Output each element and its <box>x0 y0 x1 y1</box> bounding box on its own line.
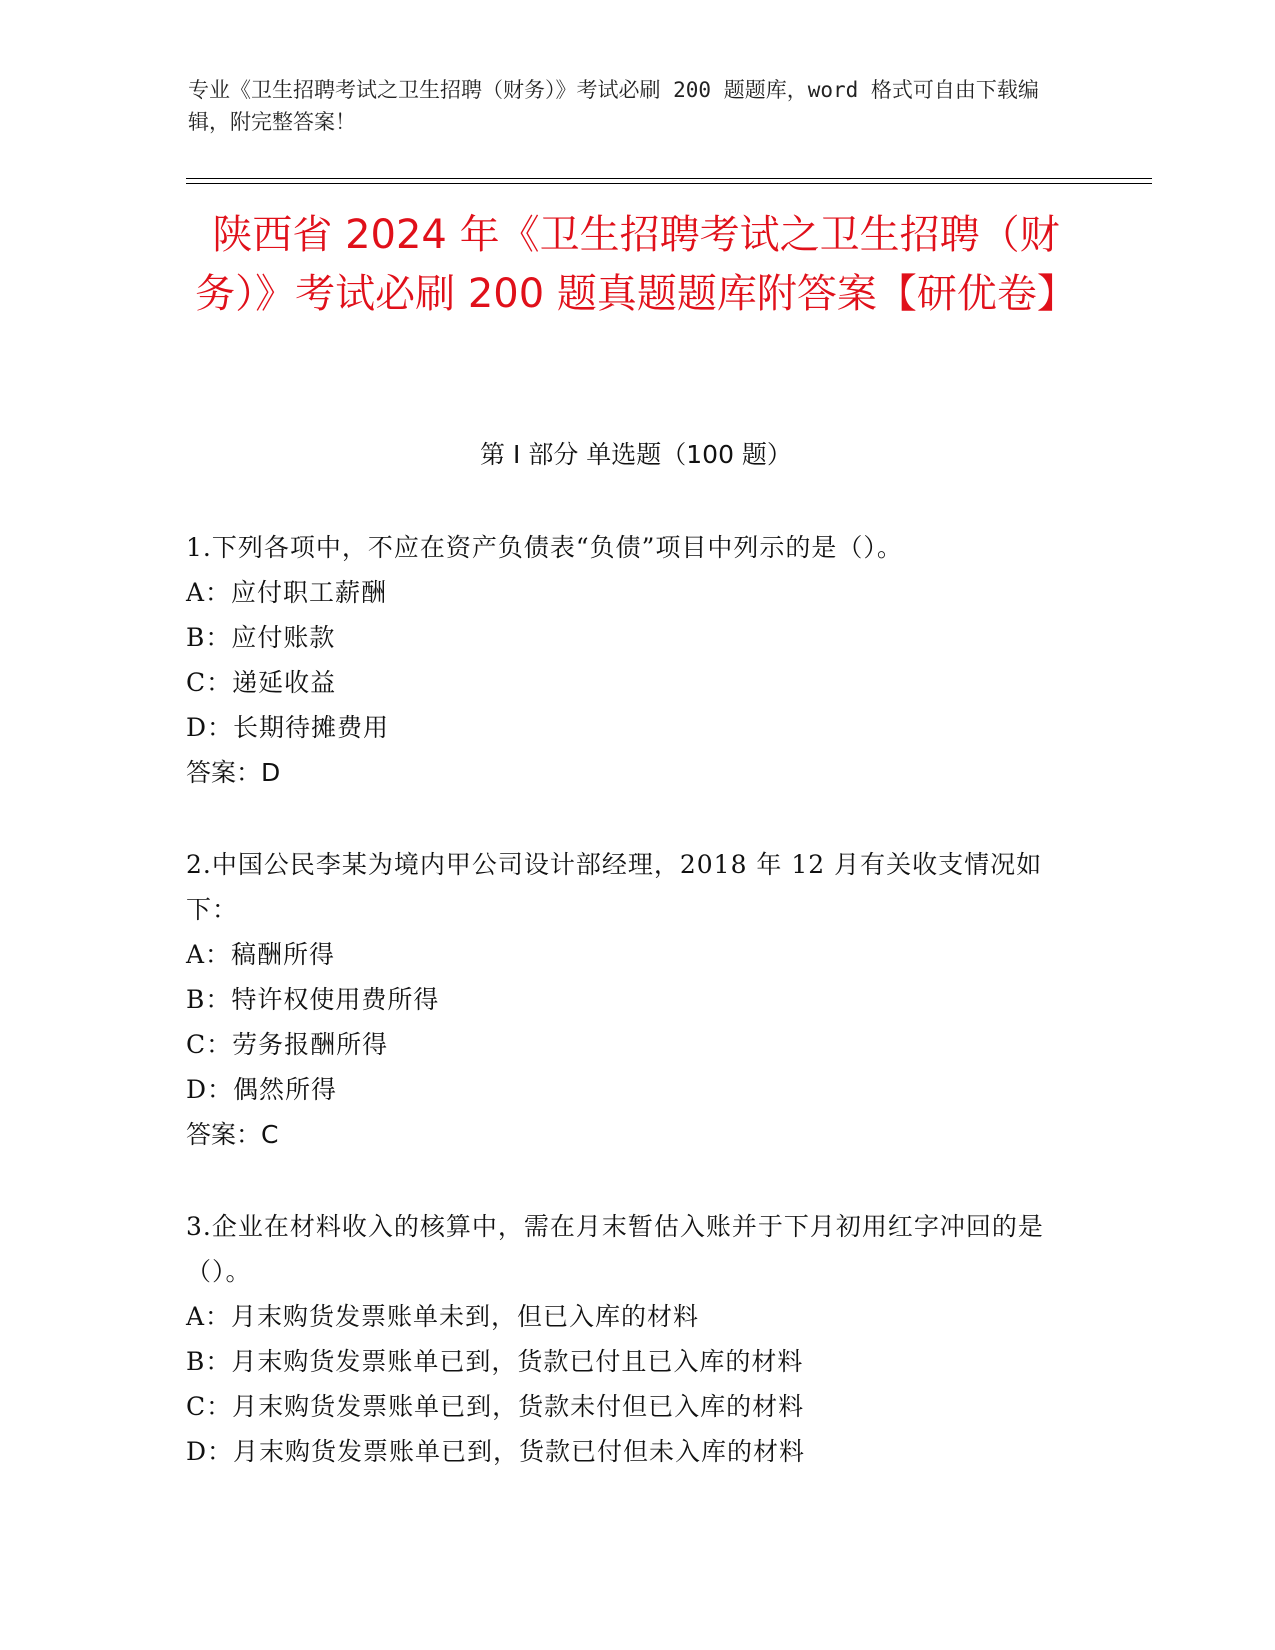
question-item <box>186 525 1086 795</box>
answer-line: 答案：C <box>186 1120 279 1149</box>
option-d: D：月末购货发票账单已到，货款已付但未入库的材料 <box>186 1437 806 1466</box>
option-c: C：劳务报酬所得 <box>186 1030 389 1059</box>
option-b: B：月末购货发票账单已到，货款已付且已入库的材料 <box>186 1347 804 1376</box>
option-b: B：特许权使用费所得 <box>186 985 440 1014</box>
header-rule-top <box>186 178 1152 179</box>
option-b: B：应付账款 <box>186 623 336 652</box>
header-note: 专业《卫生招聘考试之卫生招聘（财务）》考试必刷 200 题题库，word 格式可自由下载编辑，附完整答案！ <box>188 78 1039 134</box>
option-c: C：递延收益 <box>186 668 337 697</box>
question-item <box>186 842 1086 1157</box>
question-text: 1.下列各项中，不应在资产负债表“负债”项目中列示的是（）。 <box>186 533 903 562</box>
question-text: 2.中国公民李某为境内甲公司设计部经理，2018 年 12 月有关收支情况如下： <box>186 850 1043 924</box>
option-a: A：应付职工薪酬 <box>186 578 388 607</box>
option-d: D：偶然所得 <box>186 1075 338 1104</box>
question-text: 3.企业在材料收入的核算中，需在月末暂估入账并于下月初用红字冲回的是（）。 <box>186 1212 1044 1286</box>
option-c: C：月末购货发票账单已到，货款未付但已入库的材料 <box>186 1392 805 1421</box>
answer-line: 答案：D <box>186 758 281 787</box>
header-rule-bottom <box>186 183 1152 184</box>
question-item <box>186 1204 1086 1474</box>
section-heading: 第 I 部分 单选题（100 题） <box>480 440 792 469</box>
document-title: 陕西省 2024 年《卫生招聘考试之卫生招聘（财务）》考试必刷 200 题真题题库附答案【研优卷】 <box>195 212 1077 317</box>
option-a: A：月末购货发票账单未到，但已入库的材料 <box>186 1302 700 1331</box>
option-a: A：稿酬所得 <box>186 940 336 969</box>
option-d: D：长期待摊费用 <box>186 713 390 742</box>
